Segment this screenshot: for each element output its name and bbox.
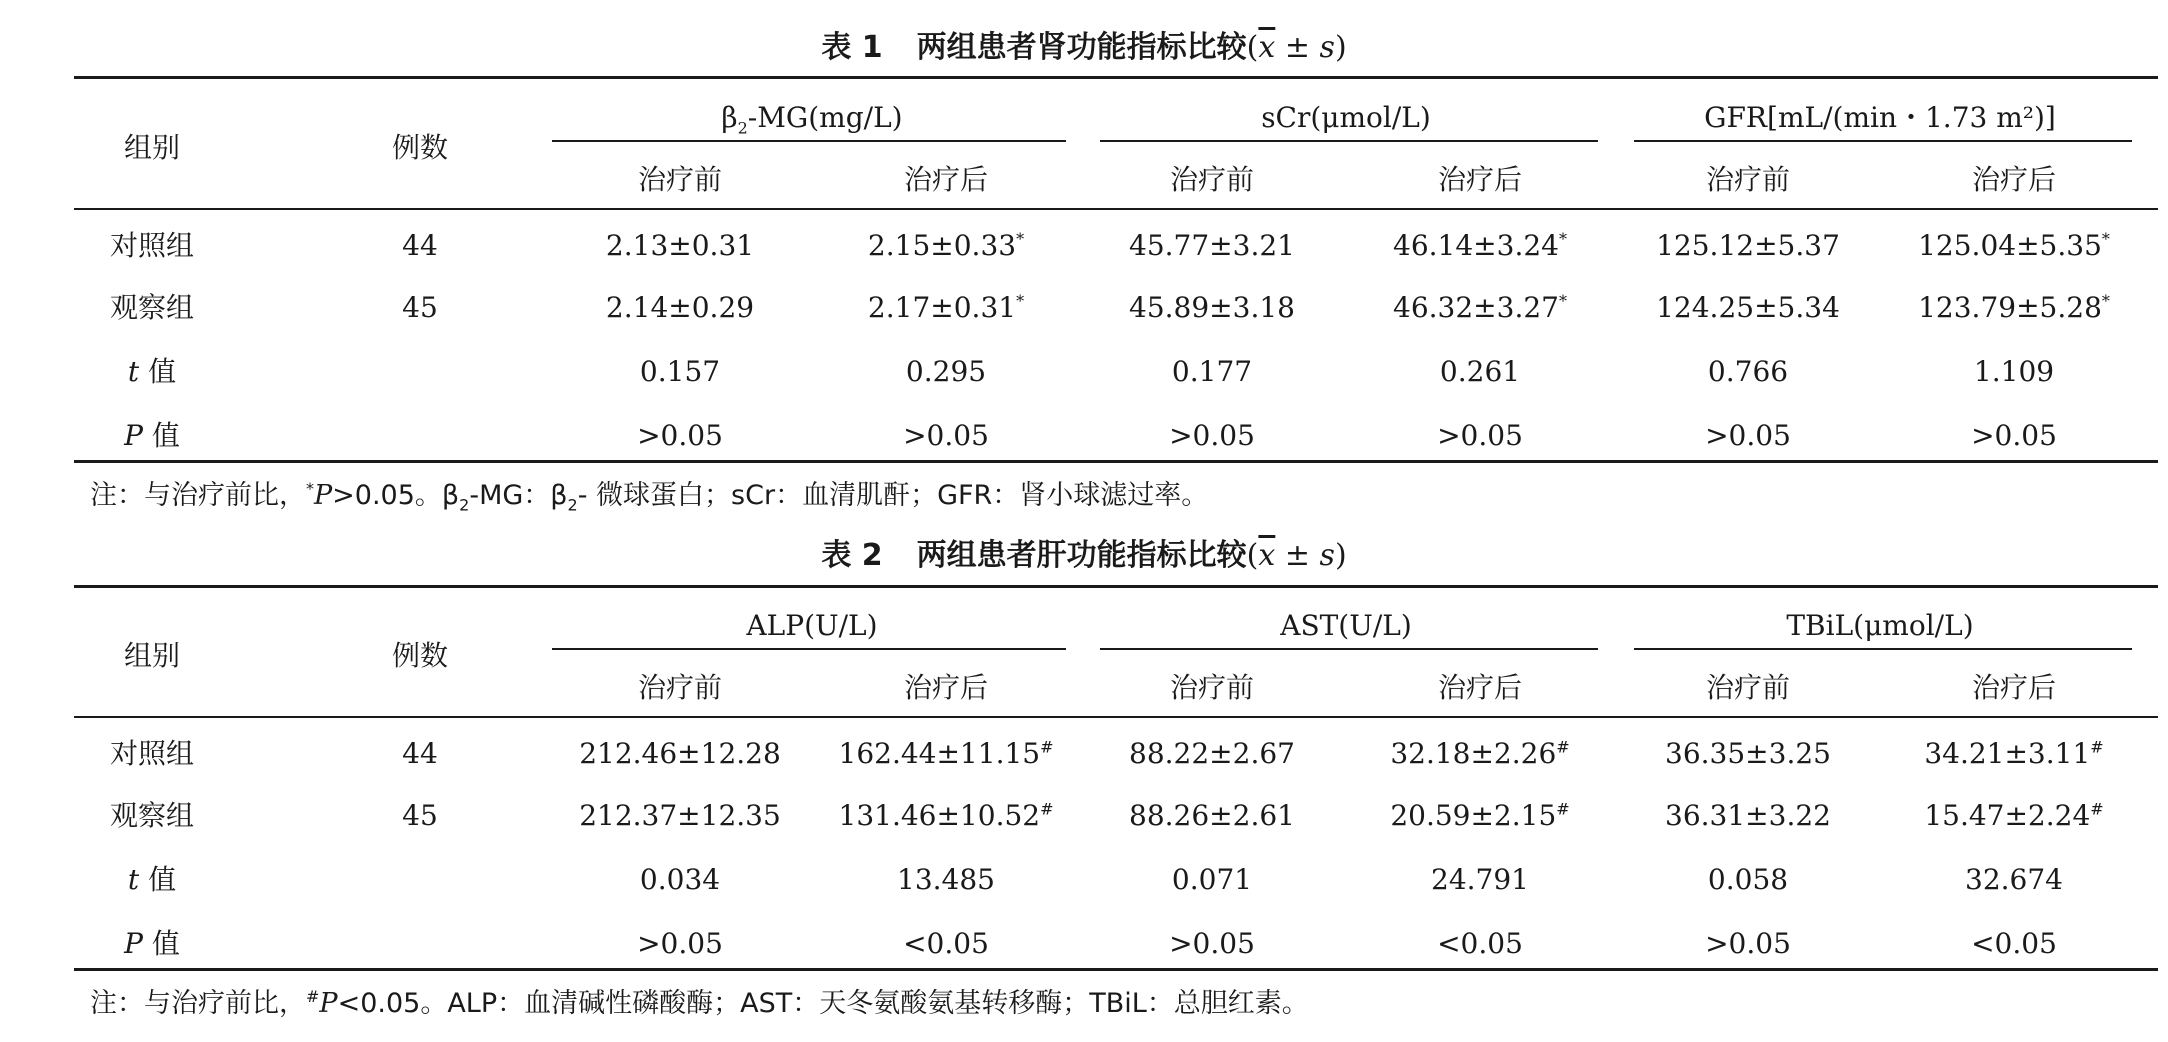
- t-value: 32.674: [1965, 863, 2063, 896]
- note-lead: 注：与治疗前比，: [90, 988, 306, 1019]
- table-2-title: 两组患者肝功能指标比较: [916, 538, 1247, 573]
- table-2-span-rule-3: [1634, 648, 2132, 650]
- table-2-header-rule: [74, 716, 2158, 718]
- note-mark: *: [306, 479, 314, 498]
- p-value: >0.05: [1437, 419, 1523, 452]
- value: 212.37±12.35: [579, 799, 781, 832]
- formula-mean: $\overline{x}$: [1258, 30, 1276, 65]
- note-sub-2: 2: [567, 495, 578, 515]
- row-value: [868, 290, 1024, 326]
- note-p-symbol: P: [319, 988, 338, 1019]
- value: 124.25±5.34: [1656, 291, 1840, 324]
- table-2-subheader-before-1: 治疗前: [637, 671, 723, 704]
- p-value-label: [124, 926, 180, 962]
- table-1-subheader-before-2: 治疗前: [1169, 163, 1255, 196]
- table-1-subheader-after-1: 治疗后: [903, 163, 989, 196]
- value: 212.46±12.28: [579, 737, 781, 770]
- significance-mark: *: [1016, 291, 1025, 311]
- p-value: >0.05: [1971, 419, 2057, 452]
- row-value: [1924, 736, 2103, 772]
- row-group: 观察组: [109, 799, 195, 832]
- table-2-span-rule-1: [552, 648, 1066, 650]
- note-p-symbol: P: [314, 480, 333, 511]
- value: 2.13±0.31: [605, 229, 755, 262]
- p-value: <0.05: [1437, 927, 1523, 960]
- p-symbol: P: [124, 927, 143, 960]
- table-2-subheader-before-2: 治疗前: [1169, 671, 1255, 704]
- value: 125.12±5.37: [1656, 229, 1840, 262]
- p-value: >0.05: [1705, 419, 1791, 452]
- row-value: [1665, 798, 1831, 834]
- value: 45.77±3.21: [1129, 229, 1295, 262]
- row-value: [1129, 736, 1295, 772]
- table-1-header-rule: [74, 208, 2158, 210]
- table-2-block-ast: AST(U/L): [1280, 609, 1412, 642]
- significance-mark: *: [1016, 229, 1025, 249]
- p-value: >0.05: [637, 419, 723, 452]
- table-1-top-rule: [74, 76, 2158, 79]
- value: 131.46±10.52: [838, 799, 1041, 832]
- value: 15.47±2.24: [1924, 799, 2091, 832]
- note-tail: - 微球蛋白；sCr：血清肌酐；GFR：肾小球滤过率。: [577, 480, 1209, 511]
- t-value-label: [128, 354, 176, 390]
- block-label-pre: β: [721, 101, 738, 134]
- table-2-block-alp: ALP(U/L): [746, 609, 878, 642]
- row-count: 44: [402, 737, 438, 770]
- row-value: [1924, 798, 2103, 834]
- table-2-header-group: 组别: [123, 639, 181, 672]
- t-value: 0.071: [1171, 863, 1253, 896]
- table-1-title: 两组患者肾功能指标比较: [916, 30, 1247, 65]
- table-1-span-rule-2: [1100, 140, 1598, 142]
- row-group: 对照组: [109, 737, 195, 770]
- row-value: [1129, 290, 1295, 326]
- table-1-subheader-after-2: 治疗后: [1437, 163, 1523, 196]
- formula-sd: s: [1319, 538, 1335, 573]
- table-2-note: [90, 986, 1309, 1022]
- table-1-header-count: 例数: [391, 131, 449, 164]
- formula-close: ): [1334, 30, 1347, 65]
- significance-mark: #: [2090, 737, 2104, 757]
- table-2-subheader-after-3: 治疗后: [1971, 671, 2057, 704]
- table-2-subheader-after-1: 治疗后: [903, 671, 989, 704]
- value: 46.32±3.27: [1393, 291, 1559, 324]
- note-lead: 注：与治疗前比，: [90, 480, 306, 511]
- significance-mark: #: [1040, 737, 1054, 757]
- t-value-label: [128, 862, 176, 898]
- row-value: [1129, 798, 1295, 834]
- value: 46.14±3.24: [1393, 229, 1559, 262]
- row-count: 45: [402, 291, 438, 324]
- significance-mark: *: [1558, 291, 1567, 311]
- p-value: >0.05: [1705, 927, 1791, 960]
- table-1-block-b2mg: [721, 100, 902, 136]
- significance-mark: *: [2101, 229, 2110, 249]
- table-2-formula: [1247, 538, 1347, 573]
- table-2-header-count: 例数: [391, 639, 449, 672]
- formula-pm: ±: [1275, 538, 1320, 573]
- row-value: [579, 798, 781, 834]
- t-value: 0.766: [1707, 355, 1789, 388]
- p-value: >0.05: [903, 419, 989, 452]
- block-label-sub: 2: [737, 118, 748, 138]
- value: 20.59±2.15: [1390, 799, 1557, 832]
- table-1-block-gfr: GFR[mL/(min・1.73 m²)]: [1704, 101, 2056, 134]
- note-sub-1: 2: [459, 495, 470, 515]
- value: 2.15±0.33: [867, 229, 1017, 262]
- value: 45.89±3.18: [1129, 291, 1295, 324]
- t-value: 0.034: [639, 863, 721, 896]
- table-1-span-rule-1: [552, 140, 1066, 142]
- formula-open: (: [1246, 538, 1259, 573]
- value-word: 值: [142, 927, 180, 960]
- t-value: 1.109: [1973, 355, 2055, 388]
- table-2-subheader-before-3: 治疗前: [1705, 671, 1791, 704]
- t-value: 0.058: [1707, 863, 1789, 896]
- row-value: [1390, 798, 1569, 834]
- formula-open: (: [1246, 30, 1259, 65]
- table-2-bottom-rule: [74, 968, 2158, 971]
- formula-mean: $\overline{x}$: [1258, 538, 1276, 573]
- significance-mark: #: [1556, 737, 1570, 757]
- t-value: 0.177: [1171, 355, 1253, 388]
- t-symbol: t: [127, 355, 140, 388]
- value: 162.44±11.15: [838, 737, 1041, 770]
- formula-close: ): [1334, 538, 1347, 573]
- value: 2.14±0.29: [605, 291, 755, 324]
- note-p-rest: <0.05。ALP：血清碱性磷酸酶；AST：天冬氨酸氨基转移酶；TBiL：总胆红素。: [337, 988, 1309, 1019]
- table-1-bottom-rule: [74, 460, 2158, 463]
- table-1-header-group: 组别: [123, 131, 181, 164]
- row-value: [1918, 228, 2110, 264]
- formula-pm: ±: [1275, 30, 1320, 65]
- value: 34.21±3.11: [1924, 737, 2091, 770]
- significance-mark: *: [1558, 229, 1567, 249]
- row-count: 45: [402, 799, 438, 832]
- value: 36.31±3.22: [1665, 799, 1831, 832]
- significance-mark: #: [1556, 799, 1570, 819]
- note-mark: #: [306, 987, 320, 1006]
- t-value: 0.295: [905, 355, 987, 388]
- row-value: [1393, 290, 1567, 326]
- table-1-subheader-before-3: 治疗前: [1705, 163, 1791, 196]
- formula-sd: s: [1319, 30, 1335, 65]
- value: 125.04±5.35: [1918, 229, 2102, 262]
- row-group: 观察组: [109, 291, 195, 324]
- table-2-block-tbil: TBiL(μmol/L): [1786, 609, 1974, 642]
- table-1-number: 表 1: [821, 30, 883, 65]
- row-value: [606, 290, 754, 326]
- significance-mark: #: [2090, 799, 2104, 819]
- p-value: >0.05: [1169, 927, 1255, 960]
- row-value: [868, 228, 1024, 264]
- p-value-label: [124, 418, 180, 454]
- row-value: [839, 798, 1054, 834]
- value: 123.79±5.28: [1918, 291, 2102, 324]
- row-count: 44: [402, 229, 438, 262]
- row-value: [1656, 290, 1840, 326]
- table-1-block-scr: sCr(μmol/L): [1261, 101, 1431, 134]
- value-word: 值: [139, 355, 177, 388]
- table-2-caption: [0, 536, 2168, 576]
- value: 36.35±3.25: [1665, 737, 1831, 770]
- t-symbol: t: [127, 863, 140, 896]
- table-1-subheader-after-3: 治疗后: [1971, 163, 2057, 196]
- note-p-rest: >0.05。β: [332, 480, 460, 511]
- p-value: >0.05: [1169, 419, 1255, 452]
- row-value: [1918, 290, 2110, 326]
- significance-mark: #: [1040, 799, 1054, 819]
- value: 88.26±2.61: [1129, 799, 1295, 832]
- value: 32.18±2.26: [1390, 737, 1557, 770]
- row-value: [1390, 736, 1569, 772]
- table-1-span-rule-3: [1634, 140, 2132, 142]
- row-value: [606, 228, 754, 264]
- block-label-post: -MG(mg/L): [747, 101, 903, 134]
- row-group: 对照组: [109, 229, 195, 262]
- row-value: [1129, 228, 1295, 264]
- row-value: [1656, 228, 1840, 264]
- table-1-caption: [0, 28, 2168, 68]
- p-value: <0.05: [903, 927, 989, 960]
- p-value: >0.05: [637, 927, 723, 960]
- t-value: 0.261: [1439, 355, 1521, 388]
- value-word: 值: [142, 419, 180, 452]
- value: 2.17±0.31: [867, 291, 1017, 324]
- table-2-top-rule: [74, 585, 2158, 588]
- note-mid: -MG：β: [469, 480, 568, 511]
- table-1-formula: [1247, 30, 1347, 65]
- row-value: [1665, 736, 1831, 772]
- t-value: 24.791: [1431, 863, 1529, 896]
- t-value: 13.485: [897, 863, 995, 896]
- table-2-span-rule-2: [1100, 648, 1598, 650]
- table-2-number: 表 2: [821, 538, 883, 573]
- value: 88.22±2.67: [1129, 737, 1295, 770]
- table-1-subheader-before-1: 治疗前: [637, 163, 723, 196]
- table-2-subheader-after-2: 治疗后: [1437, 671, 1523, 704]
- row-value: [579, 736, 781, 772]
- table-1-note: [90, 478, 1208, 514]
- row-value: [839, 736, 1054, 772]
- value-word: 值: [139, 863, 177, 896]
- significance-mark: *: [2101, 291, 2110, 311]
- p-symbol: P: [124, 419, 143, 452]
- row-value: [1393, 228, 1567, 264]
- p-value: <0.05: [1971, 927, 2057, 960]
- t-value: 0.157: [639, 355, 721, 388]
